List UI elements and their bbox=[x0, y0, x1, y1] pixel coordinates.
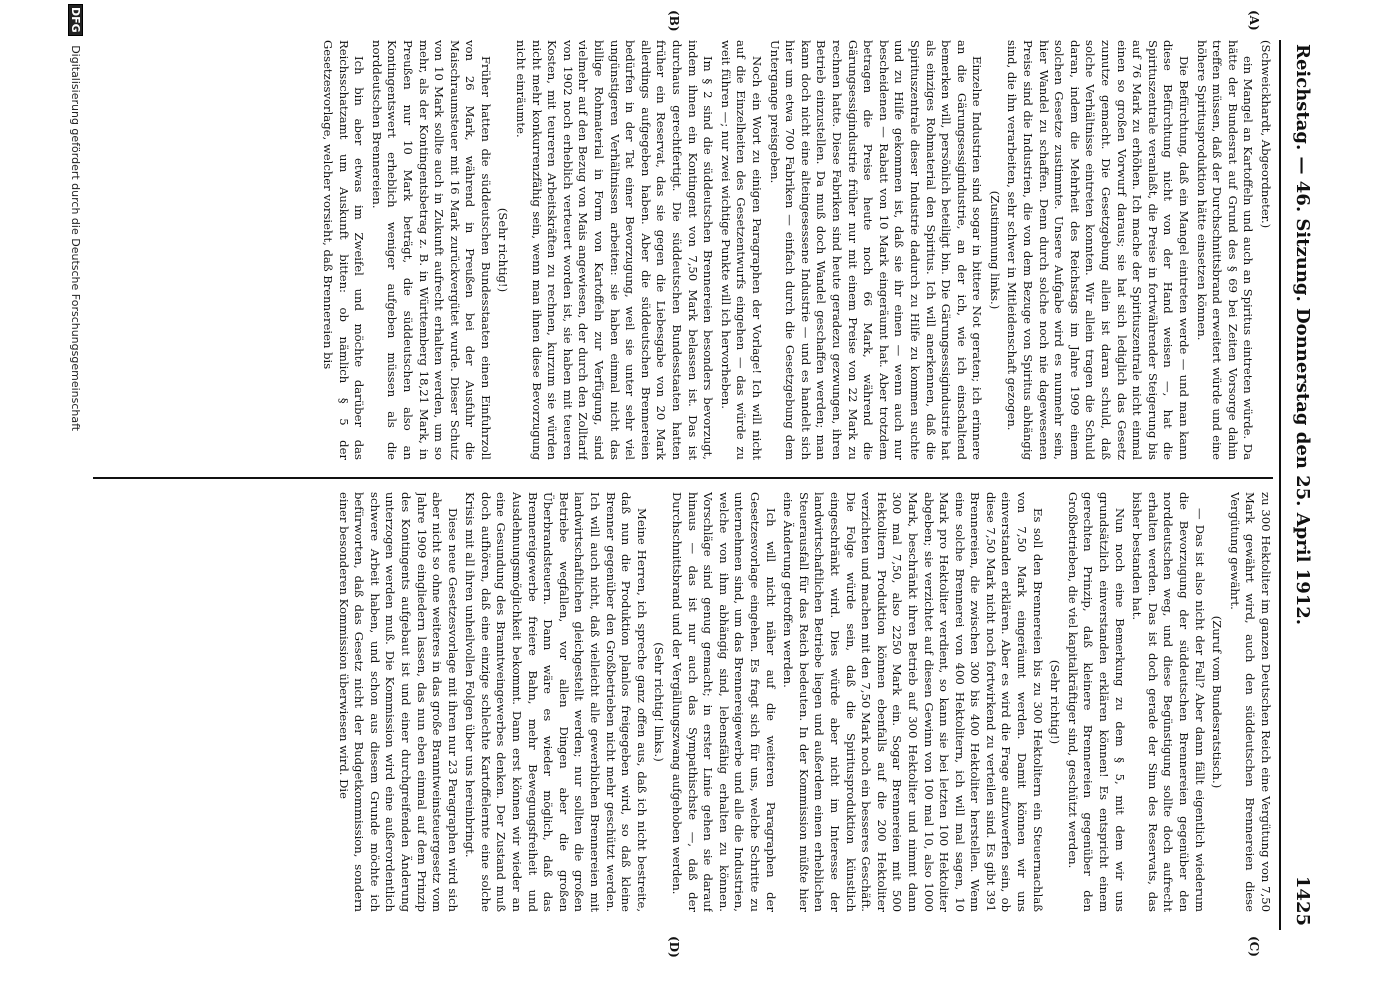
interjection: (Zustimmung links.) bbox=[987, 190, 1002, 310]
header-title: Reichstag. — 46. Sitzung. Donnerstag den 25. April 1912. bbox=[1292, 44, 1313, 626]
paragraph: — Das ist also nicht der Fall? Aber dann fällt eigentlich wiederum die Bevorzugung der süddeutschen Brennereien gegenüber den norddeutschen weg, und diese Begünstigung sollte doch aufrecht erhalten werden. Das ist doch gerade der Sinn des Reservats, das bisher bestanden hat. bbox=[1130, 492, 1207, 912]
paragraph: (Schweickhardt, Abgeordneter.) bbox=[1259, 40, 1273, 229]
right-column bbox=[93, 492, 1273, 912]
page-number: 1425 bbox=[1292, 875, 1313, 926]
paragraph: Noch ein Wort zu einigen Paragraphen der Vorlage! Ich will nicht auf die Einzelheiten des Gesetzentwurfs eingehen — das würde zu weit führen —; nur zwei wichtige Punkte will ich hervorheben. bbox=[718, 40, 764, 460]
interjection: (Zuruf vom Bundesratstisch.) bbox=[1210, 615, 1225, 789]
paragraph: Nun noch eine Bemerkung zu dem § 5, mit dem wir uns grundsätzlich einverstanden erklären können! Es entspricht einem gerechten Prinzip, daß kleinere Brennereien gegenüber den Großbetrieben, die viel kapitalkräftiger sind, geschützt werden. bbox=[1065, 492, 1127, 912]
margin-mark-b: (B) bbox=[667, 10, 681, 32]
footer-text: Digitalisierung gefördert durch die Deutsche Forschungsgemeinschaft bbox=[69, 45, 82, 432]
margin-mark-d: (D) bbox=[667, 936, 681, 958]
paragraph: Ich will nicht näher auf die weiteren Paragraphen der Gesetzesvorlage eingehen. Es fragt sich für uns, welche Schritte zu unternehmen sind, um das Brennereigewerbe und alle die Industrien, welche von ihm abhängig sind, lebensfähig erhalten zu können. Vorschläge sind genug gemacht; in erster Linie gehen sie darauf hinaus — das ist nur auch das Sympathischste —, daß der Durchschnittsbrand und der Vergällungszwang aufgehoben werden. bbox=[670, 492, 778, 912]
paragraph: zu 300 Hektoliter im ganzen Deutschen Reich eine Vergütung von 7,50 Mark gewährt wird, auch den süddeutschen Brennereien diese Vergütung gewährt. bbox=[1227, 492, 1273, 912]
paragraph: ein Mangel an Kartoffeln und auch an Spiritus eintreten würde. Da hätte der Bundesrat auf Grund des § 69 bei Zeiten Vorsorge dahin treffen müssen, daß der Durchschnittsbrand erweitert würde und eine höhere Spiritusproduktion hätte einsetzen können. bbox=[1194, 40, 1256, 460]
paragraph: Ich bin aber etwas im Zweifel und möchte darüber das Reichsschatzamt um Auskunft bitten: ob nämlich § 5 der Gesetzesvorlage, welcher vorsieht, daß Brennereien bis bbox=[320, 40, 367, 460]
paragraph: Früher hatten die süddeutschen Bundesstaaten einen Einfuhrzoll von 26 Mark, während in Preußen bei der Ausfuhr die Maischraumsteuer mit 16 Mark zurückvergütet wurde. Dieser Schutz von 10 Mark sollte auch in Zukunft aufrecht erhalten werden, um so mehr, als der Kontingentsbetrag z. B. in Württemberg 18,21 Mark, in Preußen nur 10 Mark beträgt, die süddeutschen also an Kontingentswert erheblich weniger aufgeben müssen als die norddeutschen Brennereien. bbox=[369, 40, 493, 460]
page-header bbox=[1279, 40, 1321, 930]
paragraph: Meine Herren, ich spreche ganz offen aus, daß ich nicht bestreite, daß nun die Produktion planlos freigegeben wird, so daß kleine Brenner gegenüber den Großbetrieben nicht mehr geschützt werden. Ich will auch nicht, daß vielleicht alle gewerblichen Brennereien mit landwirtschaftlichen gleichgestellt werden; nur sollten die großen Betriebe wegfallen, vor allen Dingen aber die großen Überbrandsteuern. Dann wäre es wieder möglich, daß das Brennereigewerbe freiere Bahn, mehr Bewegungsfreiheit und Ausdehnungsmöglichkeit bekommt. Dann erst können wir wieder an eine Gesundung des Branntweingewerbes denken. Der Zustand muß doch aufhören, daß eine einzige schlechte Kartoffelernte eine solche Krisis mit all ihren unheilvollen Folgen über uns hereinbringt. bbox=[463, 492, 649, 912]
newspaper-scan bbox=[81, 10, 1321, 958]
paragraph: Im § 2 sind die süddeutschen Brennereien besonders bevorzugt, indem ihnen ein Kontingent von 7,50 Mark belassen ist. Das ist durchaus gerechtfertigt. Die süddeutschen Bundesstaaten hatten früher ein Reservat, das sie gegen die Liebesgabe von 20 Mark allerdings aufgegeben haben. Aber die süddeutschen Brennereien bedürfen in der Tat einer Bevorzugung, weil sie unter sehr viel ungünstigeren Verhältnissen arbeiten: sie haben einmal nicht das billige Rohmaterial in Form von Kartoffeln zur Verfügung, sind vielmehr auf den Bezug von Mais angewiesen, der durch den Zolltarif von 1902 noch erheblich verteuert worden ist, sie haben mit teueren Kosten, mit teureren Arbeitskräften zu rechnen, kurzum sie würden nicht mehr konkurrenzfähig sein, wenn man ihnen diese Bevorzugung nicht einräumte. bbox=[514, 40, 716, 460]
digitization-footer bbox=[68, 4, 83, 984]
paragraph: Einzelne Industrien sind sogar in bittere Not geraten; ich erinnere an die Gärungsessigindustrie, an der ich, wie ich einschaltend bemerken will, persönlich beteiligt bin. Die Gärungsessigindustrie hat als einziges Rohmaterial den Spiritus. Ich will anerkennen, daß die Spirituszentrale dieser Industrie dadurch zu Hilfe zu kommen suchte und zu Hilfe gekommen ist, daß sie ihr einen — wenn auch nur bescheidenen — Rabatt von 10 Mark eingeräumt hat. Aber trotzdem betragen die Preise heute noch 66 Mark, während die Gärungsessigindustrie früher nur mit einem Preise von 22 Mark zu rechnen hatte. Diese Fabriken sind heute geradezu gezwungen, ihren Betrieb einzustellen. Da muß doch Wandel geschaffen werden; man kann doch nicht eine alteingesessene Industrie — und es handelt sich hier um etwa 700 Fabriken — einfach durch die Gesetzgebung dem Untergange preisgeben. bbox=[767, 40, 985, 460]
dfg-logo: DFG bbox=[68, 4, 83, 36]
margin-mark-c: (C) bbox=[1247, 936, 1261, 957]
paragraph: Diese neue Gesetzesvorlage mit ihren nur 23 Paragraphen wird sich aber nicht so ohne weiteres in das große Branntweinsteuergesetz vom Jahre 1909 eingliedern lassen, das nun eben einmal auf dem Prinzip des Kontingents aufgebaut ist und einer durchgreifenden Änderung unterzogen werden muß. Die Kommission wird eine außerordentlich schwere Arbeit haben, und schon aus diesem Grunde möchte ich befürworten, daß das Gesetz nicht der Budgetkommission, sondern einer besonderen Kommission überwiesen wird. Die bbox=[336, 492, 460, 912]
interjection: (Sehr richtig!) bbox=[1048, 659, 1063, 745]
left-column bbox=[93, 40, 1273, 460]
paragraph: Es soll den Brennereien bis zu 300 Hektolitern ein Steuernachlaß von 7,50 Mark eingeräumt werden. Damit können wir uns einverstanden erklären. Aber es wird die Frage aufzuwerfen sein, ob diese 7,50 Mark nicht noch fortwirkend zu verteilen sind. Es gibt 391 Brennereien, die zwischen 300 bis 400 Hektoliter herstellen. Wenn eine solche Brennerei von 400 Hektolitern, ich will mal sagen, 10 Mark pro Hektoliter verdient, so kann sie bei letzten 100 Hektoliter abgeben; sie verzichtet auf diesen Gewinn von 100 mal 10, also 1000 Mark, beschränkt ihren Betrieb auf 300 Hektoliter und nimmt dann 300 mal 7,50, also 2250 Mark ein. Sogar Brennereien mit 500 Hektolitern Produktion können ebenfalls auf die 200 Hektoliter verzichten und machen mit den 7,50 Mark noch ein besseres Geschäft. Die Folge würde sein, daß die Spiritusproduktion künstlich eingeschränkt wird. Dies würde aber nicht im Interesse der landwirtschaftlichen Betriebe liegen und außerdem einen erheblichen Steuerausfall für das Reich bedeuten. In der Kommission müßte hier eine Änderung getroffen werden. bbox=[781, 492, 1045, 912]
interjection: (Sehr richtig!) bbox=[496, 207, 511, 293]
column-divider bbox=[93, 477, 1273, 479]
margin-mark-a: (A) bbox=[1247, 10, 1261, 31]
paragraph: Die Befürchtung, daß ein Mangel eintreten werde — und man kann diese Befürchtung nicht von der Hand weisen —, hat die Spirituszentrale veranlaßt, die Preise in fortwährender Steigerung bis auf 76 Mark zu erhöhen. Ich mache der Spirituszentrale nicht einmal einen so großen Vorwurf daraus; sie hat sich lediglich das Gesetz zunutze gemacht. Die Gesetzgebung allein ist daran schuld, daß solche Verhältnisse eintreten konnten. Wir allein tragen die Schuld daran, indem die Mehrheit des Reichstags im Jahre 1909 einem solchen Gesetze zustimmte. Unsere Aufgabe wird es nunmehr sein, hier Wandel zu schaffen. Denn durch solche noch nie dagewesenen Preise sind die Industrien, die von dem Bezuge von Spiritus abhängig sind, die ihn verarbeiten, sehr schwer in Mitleidenschaft gezogen. bbox=[1005, 40, 1192, 460]
interjection: (Sehr richtig! links.) bbox=[652, 642, 667, 762]
